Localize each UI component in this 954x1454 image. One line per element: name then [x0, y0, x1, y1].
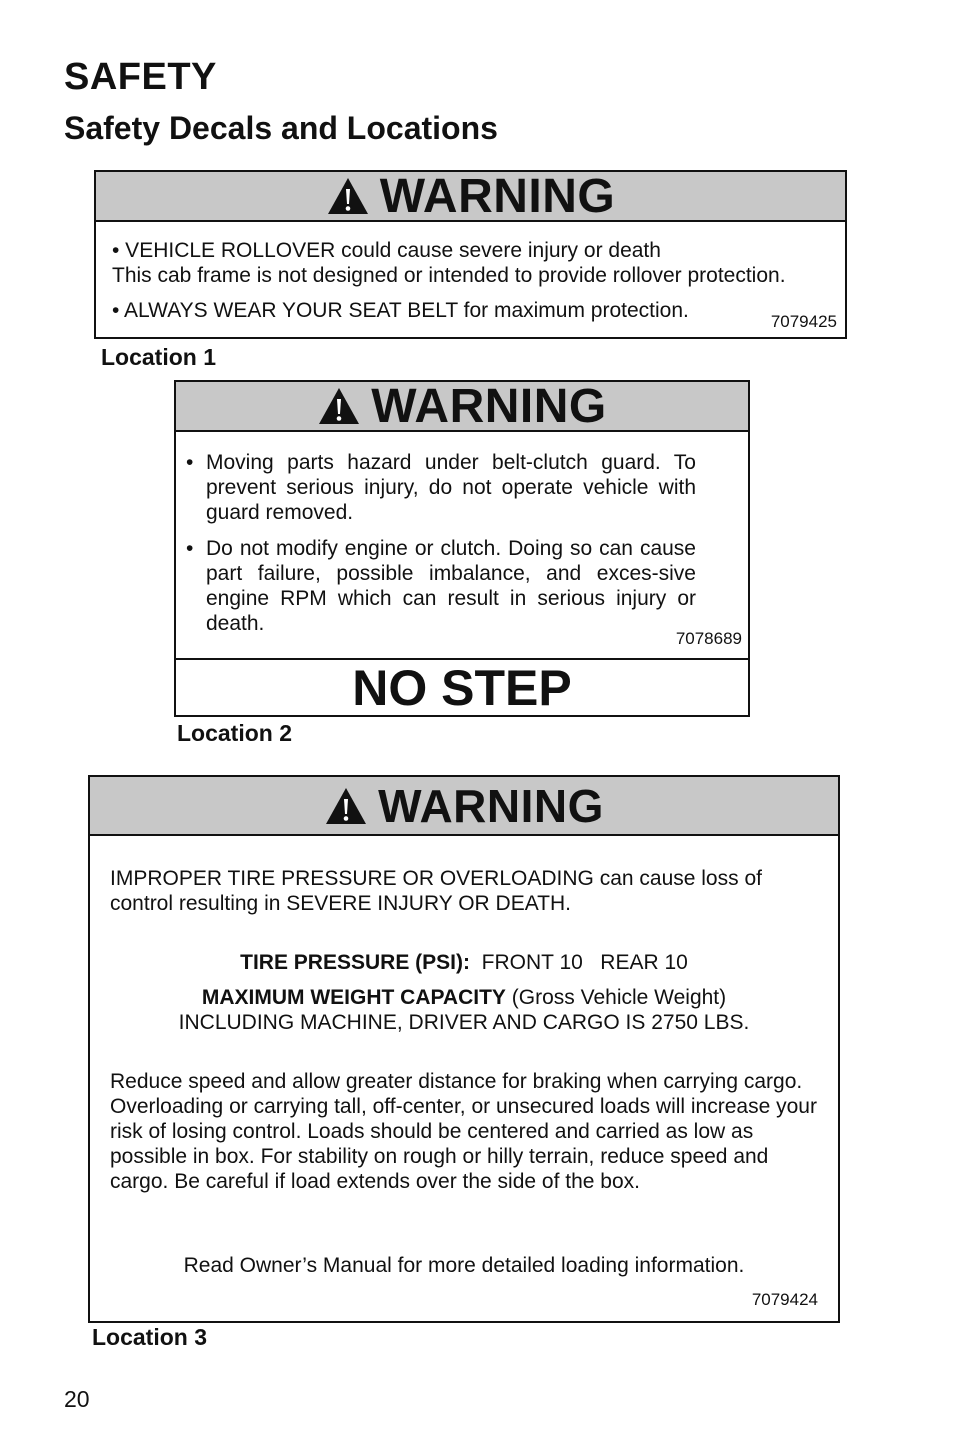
- warning-title: WARNING: [379, 169, 616, 223]
- section-title: SAFETY: [64, 56, 217, 98]
- clutch-guard-warning: [186, 450, 696, 525]
- warning-triangle-icon: [324, 786, 368, 826]
- decal-part-number: 7079424: [751, 1290, 818, 1309]
- warning-decal-rollover: [94, 170, 847, 339]
- rollover-warning-line: • VEHICLE ROLLOVER could cause severe injury or death: [112, 239, 661, 262]
- paragraph-text: Moving parts hazard under belt-clutch guard. To prevent serious injury, do not operate vehicle with guard removed.: [206, 451, 696, 524]
- warning-title: WARNING: [378, 779, 604, 832]
- weight-capacity-note: (Gross Vehicle Weight): [511, 986, 727, 1009]
- engine-modify-warning: [186, 536, 696, 636]
- location-label: Location 3: [92, 1324, 208, 1350]
- weight-capacity-value: INCLUDING MACHINE, DRIVER AND CARGO IS 2750 LBS.: [178, 1011, 750, 1034]
- warning-title: WARNING: [371, 379, 607, 433]
- warning-triangle-icon: [326, 176, 370, 216]
- paragraph-text: Do not modify engine or clutch. Doing so can cause part failure, possible imbalance, and exces-sive engine RPM which can result in serious injury or death.: [206, 537, 696, 635]
- tire-pressure-spec: [90, 950, 838, 975]
- cab-frame-note: This cab frame is not designed or intended to provide rollover protection.: [112, 264, 786, 287]
- weight-capacity-spec: [90, 985, 838, 1035]
- location-label: Location 1: [101, 344, 217, 370]
- decal-part-number: 7079425: [770, 312, 837, 331]
- warning-triangle-icon: [317, 386, 361, 426]
- warning-header: [176, 379, 748, 433]
- bullet: •: [186, 537, 194, 560]
- tire-pressure-label: TIRE PRESSURE (PSI):: [240, 951, 470, 974]
- warning-header: [96, 169, 845, 223]
- page-number: 20: [64, 1386, 90, 1412]
- manual-reference: Read Owner’s Manual for more detailed loading information.: [183, 1254, 745, 1277]
- decal-part-number: 7078689: [675, 629, 742, 648]
- seat-belt-warning: • ALWAYS WEAR YOUR SEAT BELT for maximum protection.: [112, 299, 689, 322]
- no-step-label: NO STEP: [176, 658, 748, 715]
- location-label: Location 2: [177, 720, 293, 746]
- warning-header: [90, 777, 838, 836]
- cargo-loading-guidance: Reduce speed and allow greater distance for braking when carrying cargo. Overloading or carrying tall, off-center, or unsecured loads will increase your risk of losing control. Loads should be centered and carried as low as possible in box. For stability on rough or hilly terrain, reduce speed and cargo. Be careful if load extends over the side of the box.: [110, 1070, 817, 1193]
- warning-decal-tire-load: [88, 775, 840, 1323]
- warning-decal-clutch: [174, 380, 750, 717]
- page-subtitle: Safety Decals and Locations: [64, 110, 498, 146]
- tire-overload-warning: IMPROPER TIRE PRESSURE OR OVERLOADING can cause loss of control resulting in SEVERE INJURY OR DEATH.: [110, 867, 762, 915]
- bullet: •: [186, 451, 194, 474]
- weight-capacity-label: MAXIMUM WEIGHT CAPACITY: [201, 986, 506, 1009]
- tire-pressure-values: FRONT 10 REAR 10: [481, 951, 688, 974]
